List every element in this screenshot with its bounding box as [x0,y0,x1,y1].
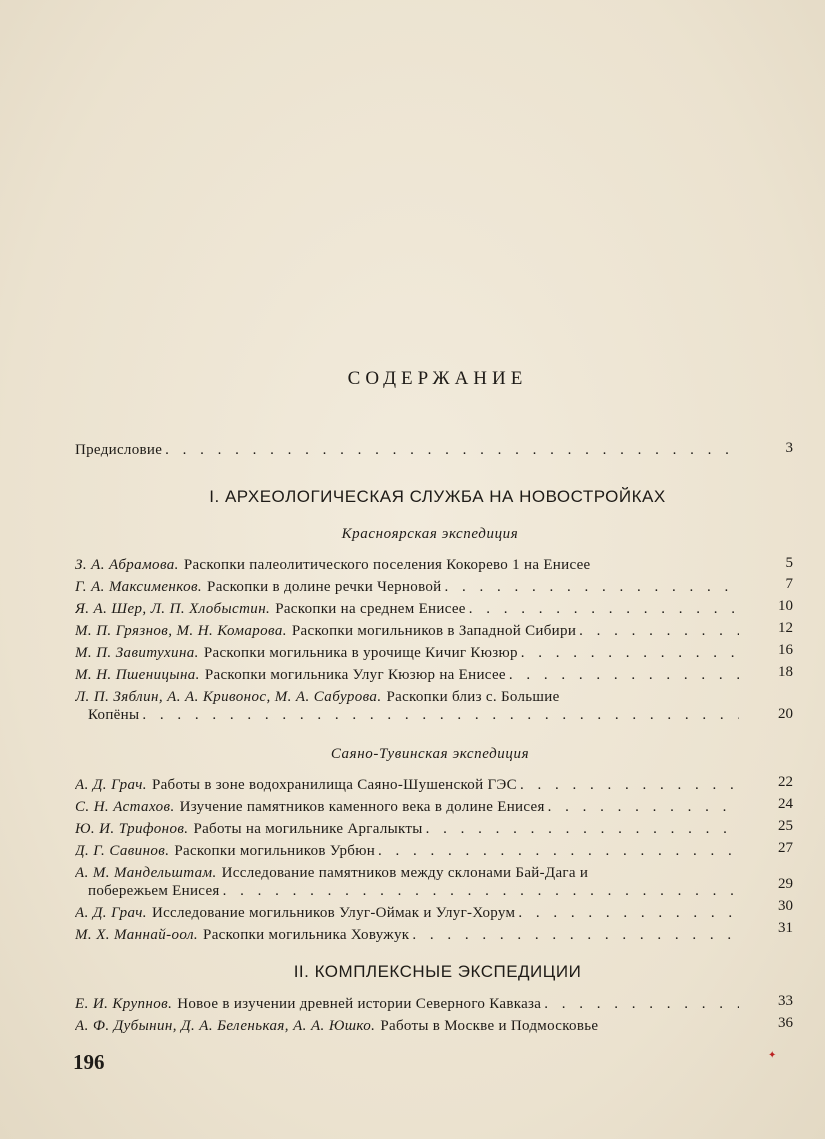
subsection-heading-1: Красноярская экспедиция [341,526,519,542]
toc-entry [75,842,739,860]
entry-author: М. П. Грязнов, М. Н. Комарова. [75,623,287,639]
toc-entry [75,688,739,724]
entry-page: 33 [778,993,793,1009]
entry-title: Раскопки могильника Ховужук [203,927,410,943]
entry-page: 3 [785,440,793,456]
toc-entry [75,666,739,684]
entry-page: 30 [778,898,793,914]
entry-author: Е. И. Крупнов. [75,996,173,1012]
entry-page: 18 [778,664,793,680]
leader-dots [426,820,739,838]
toc-entry [75,622,739,640]
entry-page: 27 [778,840,793,856]
entry-title: Работы на могильнике Аргалыкты [193,821,423,837]
entry-title: Работы в зоне водохранилища Саяно-Шушенской ГЭС [151,777,517,793]
leader-dots [223,882,739,900]
entry-page: 36 [778,1015,793,1031]
entry-author: М. П. Завитухина. [75,645,199,661]
entry-author: С. Н. Астахов. [75,799,175,815]
leader-dots [412,926,739,944]
entry-page: 22 [778,774,793,790]
leader-dots [544,995,739,1013]
entry-title: Раскопки могильника Улуг Кюзюр на Енисее [204,667,506,683]
entry-page: 16 [778,642,793,658]
section-heading-2: II. КОМПЛЕКСНЫЕ ЭКСПЕДИЦИИ [293,962,582,981]
toc-entry [75,644,739,662]
entry-page: 10 [778,598,793,614]
entry-page: 12 [778,620,793,636]
entry-author: З. А. Абрамова. [75,557,179,573]
entry-author: М. Н. Пшеницына. [75,667,200,683]
entry-page: 7 [785,576,793,592]
toc-entry [75,776,739,794]
entry-title: Раскопки палеолитического поселения Кокорево 1 на Енисее [183,557,591,573]
entry-title: Изучение памятников каменного века в долине Енисея [179,799,545,815]
leader-dots [509,666,739,684]
toc-entry [75,820,739,838]
entry-title: Раскопки в долине речки Черновой [207,579,442,595]
toc-entry-preface [75,441,739,459]
section-heading-1: I. АРХЕОЛОГИЧЕСКАЯ СЛУЖБА НА НОВОСТРОЙКАХ [209,487,666,506]
entry-author: А. Ф. Дубынин, Д. А. Беленькая, А. А. Юшко. [75,1018,376,1034]
entry-page: 25 [778,818,793,834]
entry-author: А. Д. Грач. [75,905,147,921]
entry-title: Раскопки могильника в урочище Кичиг Кюзюр [203,645,518,661]
entry-title-continued: Копёны [88,707,140,723]
entry-author: А. Д. Грач. [75,777,147,793]
toc-entry [75,864,739,900]
entry-author: Г. А. Максименков. [75,579,203,595]
entry-page: 5 [785,555,793,571]
entry-title: Раскопки близ с. Большие [386,689,560,705]
entry-author: Ю. И. Трифонов. [75,821,189,837]
entry-author: Я. А. Шер, Л. П. Хлобыстин. [75,601,271,617]
toc-entry [75,578,739,596]
entry-title: Исследование памятников между склонами Бай-Дага и [221,865,589,881]
entry-title: Работы в Москве и Подмосковье [380,1018,599,1034]
entry-title: Новое в изучении древней истории Северного Кавказа [177,996,542,1012]
leader-dots [579,622,739,640]
toc-entry [75,995,739,1013]
ink-mark: ✦ [768,1050,777,1061]
toc-entry [75,600,739,618]
subsection-heading-2: Саяно-Тувинская экспедиция [330,746,530,762]
toc-entry [75,904,739,922]
leader-dots [548,798,739,816]
leader-dots [521,644,739,662]
entry-title: Раскопки могильников Урбюн [174,843,376,859]
leader-dots [520,776,739,794]
leader-dots [469,600,739,618]
leader-dots [444,578,739,596]
entry-author: А. М. Мандельштам. [75,865,217,881]
entry-title: Раскопки могильников в Западной Сибири [291,623,577,639]
entry-page: 20 [778,706,793,722]
entry-title: Раскопки на среднем Енисее [275,601,466,617]
entry-author: Д. Г. Савинов. [75,843,170,859]
entry-author: Л. П. Зяблин, А. А. Кривонос, М. А. Сабурова. [75,689,382,705]
entry-page: 31 [778,920,793,936]
entry-title: Исследование могильников Улуг-Оймак и Улуг-Хорум [151,905,516,921]
toc-entry [75,798,739,816]
leader-dots [142,706,739,724]
toc-entry [75,1017,739,1035]
entry-page: 29 [778,876,793,892]
page-number: 196 [73,1050,105,1074]
leader-dots [378,842,739,860]
entry-author: М. Х. Маннай-оол. [75,927,199,943]
toc-entry [75,926,739,944]
entry-title-continued: побережьем Енисея [88,883,220,899]
leader-dots [165,441,739,459]
toc-entry [75,556,739,574]
entry-page: 24 [778,796,793,812]
entry-title: Предисловие [75,442,163,458]
leader-dots [518,904,739,922]
contents-title: СОДЕРЖАНИЕ [347,368,528,389]
